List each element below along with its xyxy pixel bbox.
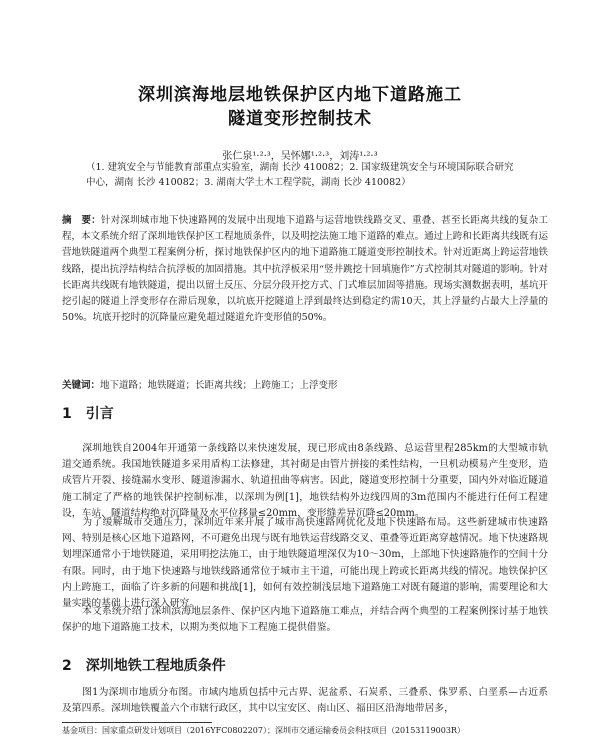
section-2-paragraph-1: [62, 685, 548, 719]
keywords-label: 关键词：: [62, 380, 101, 391]
section-1-heading: 1 引言: [62, 406, 114, 422]
footnote: 基金项目：国家重点研发计划项目（2016YFC0802207）；深圳市交通运输委员会科技项目（20153119003R）: [62, 726, 465, 735]
authors: 张仁泉¹·²·³，吴怀娜¹·²·³，刘涛¹·²·³: [222, 151, 378, 162]
keywords: [62, 377, 548, 391]
abstract-text: 针对深圳城市地下快速路网的发展中出现地下道路与运营地铁线路交叉、重叠、甚至长距离共线的复杂工程，本文系统介绍了深圳地铁保护区工程地质条件，以及明挖法施工地下道路的难点。通过上跨和长距离共线既有运营地铁隧道两个典型工程案例分析，探讨地铁保护区内的地下道路施工隧道变形控制技术。针对近距离上跨运营地铁线路，提出抗浮结构结合抗浮板的加固措施。其中抗浮板采用“竖井跳挖十回填施作”方式控制其对隧道的影响。针对长距离共线既有地铁隧道，提出以留土反压、分层分段开挖方式、门式堆层加固等措施。现场实测数据表明，基坑开挖引起的隧道上浮变形存在滞后现象，以坑底开挖隧道上浮到最终达到稳定约需10天，其上浮量约占最大上浮量的50%。坑底开挖时的沉降量应避免超过隧道允许变形值的50%。: [62, 215, 548, 324]
section-1-paragraph-1-text: 深圳地铁自2004年开通第一条线路以来快速发展，现已形成由8条线路、总运营里程285km的大型城市轨道交通系统。我国地铁隧道多采用盾构工法修建，其衬砌是由管片拼接的柔性结构，一旦机动模易产生变形，造成管片开裂、接缝漏水变形、隧道渗漏水、轨道扭曲等病害。因此，隧道变形控制十分重要，国内外对临近隧道施工制定了严格的地铁保护控制标准，以深圳为例[1]，地铁结构外边线四周的3m范围内不能进行任何工程建设，车站、隧道结构绝对沉降量及水平位移量≤20mm，变形缝差异沉降≤20mm。: [62, 443, 548, 519]
footnote-rule: [62, 722, 212, 723]
section-1-paragraph-3-text: 本文系统介绍了深圳滨海地层条件、保护区内地下道路施工难点，并结合两个典型的工程案例探讨基于地铁保护的地下道路施工技术，以期为类似地下工程施工提供借鉴。: [62, 606, 548, 634]
abstract-label: 摘 要：: [62, 215, 101, 226]
section-1-paragraph-1: [62, 441, 548, 522]
keywords-text: 地下道路；地铁隧道；长距离共线；上跨施工；上浮变形: [100, 380, 338, 391]
title-line-2: 隧道变形控制技术: [228, 109, 372, 129]
section-1-paragraph-2-text: 为了缓解城市交通压力，深圳近年来开展了城市高快速路网优化及地下快速路布局。这些新建城市快速路网、特别是核心区地下道路网，不可避免出现与既有地铁运营线路交叉、重叠等近距离穿越情况。地下快速路规划埋深通常小于地铁隧道，采用明挖法施工，由于地铁隧道埋深仅为10～30m，上部地下快速路施作的空间十分有限。同时，由于地下快速路与地铁线路通常位于城市主干道，可能出现上跨或长距离共线的情况。地铁保护区内上跨施工，面临了许多新的问题和挑战[1]，如何有效控制浅层地下道路施工对既有隧道的影响，需要理论和大量实践的基础上进行深入研究。: [62, 517, 548, 610]
section-1-paragraph-2: [62, 515, 548, 612]
section-2-heading: 2 深圳地铁工程地质条件: [62, 658, 226, 674]
title-line-1: 深圳滨海地层地铁保护区内地下道路施工: [138, 85, 462, 105]
abstract: [62, 213, 548, 326]
section-1-paragraph-3: [62, 604, 548, 636]
section-2-paragraph-1-text: 图1为深圳市地质分布图。市域内地质包括中元古界、泥盆系、石炭系、三叠系、侏罗系、白垩系—古近系及第四系。深圳地铁覆盖六个市辖行政区，其中以宝安区、南山区、福田区沿海地带居多，: [62, 687, 548, 715]
affiliation: （1. 建筑安全与节能教育部重点实验室，湖南 长沙 410082；2. 国家级建筑安全与环境国际联合研究中心，湖南 长沙 410082；3. 湖南大学土木工程学院，湖南 长沙 410082）: [86, 162, 514, 188]
